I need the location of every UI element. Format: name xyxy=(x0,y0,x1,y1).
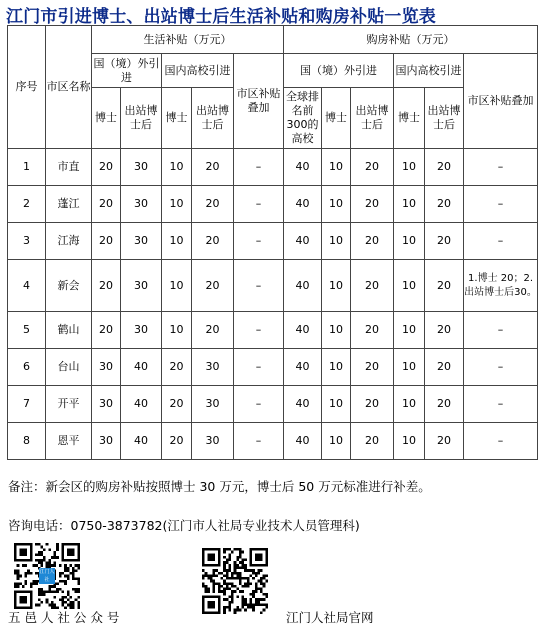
row-value: – xyxy=(464,312,538,349)
header-housing-city-add: 市区补贴叠加 xyxy=(464,54,538,149)
row-district: 恩平 xyxy=(46,423,92,460)
row-value: 10 xyxy=(394,386,425,423)
table-row xyxy=(8,149,538,186)
row-index: 2 xyxy=(8,186,46,223)
row-value: 10 xyxy=(322,149,351,186)
row-value: 20 xyxy=(425,386,464,423)
page-title: 江门市引进博士、出站博士后生活补贴和购房补贴一览表 xyxy=(6,7,436,27)
row-value: 20 xyxy=(192,260,234,312)
row-value: 40 xyxy=(284,186,322,223)
row-value: 20 xyxy=(425,312,464,349)
row-value: 10 xyxy=(394,223,425,260)
row-value: 10 xyxy=(162,312,192,349)
wechat-qr-code xyxy=(14,543,80,609)
row-value: 20 xyxy=(162,349,192,386)
row-value: – xyxy=(464,186,538,223)
row-value: 10 xyxy=(162,186,192,223)
row-value: 30 xyxy=(92,386,121,423)
row-value: 30 xyxy=(92,349,121,386)
header-housing-domestic: 国内高校引进 xyxy=(394,54,464,88)
row-value: 10 xyxy=(162,149,192,186)
row-value: 20 xyxy=(92,186,121,223)
row-index: 3 xyxy=(8,223,46,260)
row-value: 10 xyxy=(394,312,425,349)
row-value: 20 xyxy=(351,423,394,460)
row-value: 10 xyxy=(322,186,351,223)
table-row xyxy=(8,260,538,312)
row-value: 30 xyxy=(121,260,162,312)
row-value: 30 xyxy=(192,349,234,386)
table-row xyxy=(8,423,538,460)
row-value: 10 xyxy=(322,423,351,460)
header-living-subsidy: 生活补贴（万元） xyxy=(92,26,284,54)
row-value: – xyxy=(464,223,538,260)
row-value: 10 xyxy=(394,423,425,460)
row-district: 台山 xyxy=(46,349,92,386)
contact-phone: 咨询电话：0750-3873782(江门市人社局专业技术人员管理科) xyxy=(8,518,360,533)
row-value: 10 xyxy=(322,386,351,423)
header-index: 序号 xyxy=(8,26,46,149)
table-row xyxy=(8,349,538,386)
header-living-overseas-phd: 博士 xyxy=(92,88,121,149)
row-value: – xyxy=(234,149,284,186)
table-row xyxy=(8,186,538,223)
header-living-overseas: 国（境）外引进 xyxy=(92,54,162,88)
row-value: 40 xyxy=(284,386,322,423)
row-value: 10 xyxy=(322,223,351,260)
row-value: 20 xyxy=(351,223,394,260)
header-housing-overseas-phd: 博士 xyxy=(322,88,351,149)
row-value: 10 xyxy=(322,312,351,349)
row-value: 20 xyxy=(351,386,394,423)
row-value: 10 xyxy=(394,260,425,312)
row-value: 20 xyxy=(351,149,394,186)
row-value: 20 xyxy=(425,423,464,460)
row-value: – xyxy=(464,423,538,460)
row-value: 30 xyxy=(192,386,234,423)
row-district: 江海 xyxy=(46,223,92,260)
row-index: 5 xyxy=(8,312,46,349)
row-value: – xyxy=(234,386,284,423)
row-index: 6 xyxy=(8,349,46,386)
header-housing-top300: 全球排名前300的高校 xyxy=(284,88,322,149)
row-value: 20 xyxy=(425,223,464,260)
row-value: 30 xyxy=(92,423,121,460)
website-caption: 江门人社局官网 xyxy=(286,610,374,625)
header-housing-domestic-postdoc: 出站博士后 xyxy=(425,88,464,149)
row-value: 1.博士 20；2.出站博士后30。 xyxy=(464,260,538,312)
row-value: 20 xyxy=(162,423,192,460)
row-value: 20 xyxy=(192,186,234,223)
header-living-domestic: 国内高校引进 xyxy=(162,54,234,88)
subsidy-table xyxy=(7,25,538,460)
row-value: 20 xyxy=(92,312,121,349)
row-value: 30 xyxy=(121,223,162,260)
table-row xyxy=(8,223,538,260)
row-district: 鹤山 xyxy=(46,312,92,349)
header-living-domestic-phd: 博士 xyxy=(162,88,192,149)
row-value: 20 xyxy=(351,186,394,223)
table-row xyxy=(8,386,538,423)
row-value: 10 xyxy=(394,149,425,186)
row-value: 20 xyxy=(162,386,192,423)
row-value: 30 xyxy=(121,312,162,349)
row-value: 10 xyxy=(394,349,425,386)
row-value: 20 xyxy=(92,223,121,260)
row-value: – xyxy=(234,223,284,260)
wechat-badge: 江门人社 xyxy=(39,569,55,583)
row-index: 8 xyxy=(8,423,46,460)
row-value: 20 xyxy=(425,149,464,186)
row-value: 10 xyxy=(162,223,192,260)
row-value: – xyxy=(234,312,284,349)
row-value: 20 xyxy=(351,349,394,386)
row-value: 10 xyxy=(162,260,192,312)
note-text: 备注：新会区的购房补贴按照博士 30 万元，博士后 50 万元标准进行补差。 xyxy=(8,479,431,494)
header-housing-overseas-postdoc: 出站博士后 xyxy=(351,88,394,149)
row-value: – xyxy=(234,260,284,312)
row-index: 7 xyxy=(8,386,46,423)
row-index: 1 xyxy=(8,149,46,186)
row-district: 开平 xyxy=(46,386,92,423)
row-value: 20 xyxy=(425,260,464,312)
row-value: 20 xyxy=(192,149,234,186)
header-housing-subsidy: 购房补贴（万元） xyxy=(284,26,538,54)
row-value: 30 xyxy=(192,423,234,460)
row-value: 40 xyxy=(284,423,322,460)
row-value: 40 xyxy=(121,423,162,460)
row-value: 40 xyxy=(121,349,162,386)
row-value: – xyxy=(464,349,538,386)
row-district: 新会 xyxy=(46,260,92,312)
row-value: 20 xyxy=(351,260,394,312)
row-district: 市直 xyxy=(46,149,92,186)
row-value: – xyxy=(234,186,284,223)
row-value: 20 xyxy=(425,186,464,223)
row-value: 40 xyxy=(284,149,322,186)
row-value: 40 xyxy=(284,260,322,312)
row-value: 40 xyxy=(284,349,322,386)
header-housing-overseas: 国（境）外引进 xyxy=(284,54,394,88)
header-living-overseas-postdoc: 出站博士后 xyxy=(121,88,162,149)
row-value: 40 xyxy=(284,223,322,260)
row-value: 20 xyxy=(425,349,464,386)
header-living-city-add: 市区补贴叠加 xyxy=(234,54,284,149)
row-value: 30 xyxy=(121,149,162,186)
row-value: 20 xyxy=(192,223,234,260)
row-value: 20 xyxy=(192,312,234,349)
header-living-domestic-postdoc: 出站博士后 xyxy=(192,88,234,149)
row-value: – xyxy=(234,349,284,386)
row-value: – xyxy=(234,423,284,460)
wechat-caption: 五 邑 人 社 公 众 号 xyxy=(8,610,120,625)
row-value: – xyxy=(464,149,538,186)
row-district: 蓬江 xyxy=(46,186,92,223)
row-value: 30 xyxy=(121,186,162,223)
row-value: – xyxy=(464,386,538,423)
header-housing-domestic-phd: 博士 xyxy=(394,88,425,149)
row-value: 20 xyxy=(92,260,121,312)
header-district: 市区名称 xyxy=(46,26,92,149)
table-row xyxy=(8,312,538,349)
website-qr-code xyxy=(202,548,268,614)
row-value: 10 xyxy=(322,349,351,386)
row-value: 40 xyxy=(284,312,322,349)
row-value: 10 xyxy=(394,186,425,223)
row-value: 20 xyxy=(92,149,121,186)
row-value: 20 xyxy=(351,312,394,349)
row-value: 40 xyxy=(121,386,162,423)
row-value: 10 xyxy=(322,260,351,312)
row-index: 4 xyxy=(8,260,46,312)
